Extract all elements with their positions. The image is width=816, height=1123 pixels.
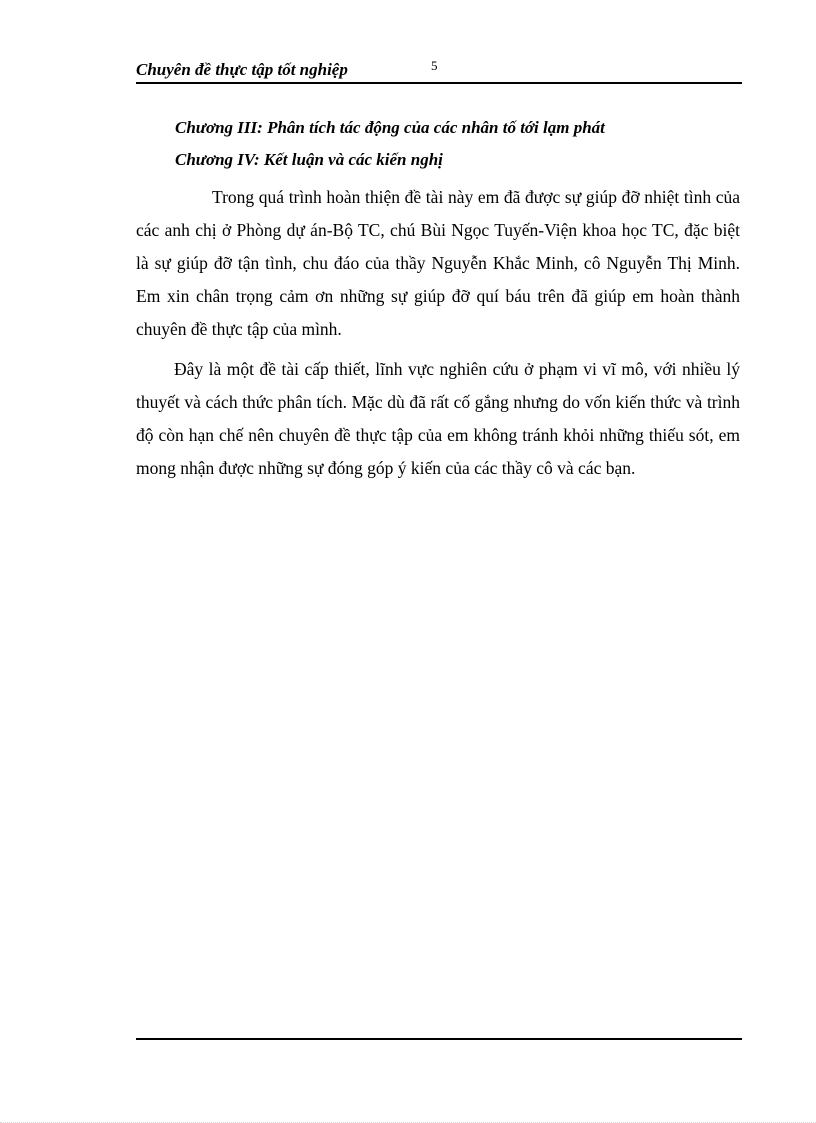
header-title: Chuyên đề thực tập tốt nghiệp bbox=[136, 60, 348, 79]
chapter-heading-4: Chương IV: Kết luận và các kiến nghị bbox=[175, 150, 443, 169]
chapter-list bbox=[175, 112, 735, 176]
header-divider bbox=[136, 82, 742, 84]
page-number: 5 bbox=[431, 58, 438, 73]
closing-paragraph: Đây là một đề tài cấp thiết, lĩnh vực nghiên cứu ở phạm vi vĩ mô, với nhiều lý thuyết và cách thức phân tích. Mặc dù đã rất cố gắng nhưng do vốn kiến thức và trình độ còn hạn chế nên chuyên đề thực tập của em không tránh khỏi những thiếu sót, em mong nhận được những sự đóng góp ý kiến của các thầy cô và các bạn. bbox=[136, 359, 740, 478]
footer-divider bbox=[136, 1038, 742, 1040]
body-text bbox=[136, 181, 740, 485]
chapter-heading-3: Chương III: Phân tích tác động của các nhân tố tới lạm phát bbox=[175, 118, 605, 137]
page-header bbox=[136, 58, 742, 82]
acknowledgement-paragraph: Trong quá trình hoàn thiện đề tài này em đã được sự giúp đỡ nhiệt tình của các anh chị ở Phòng dự án-Bộ TC, chú Bùi Ngọc Tuyến-Viện khoa học TC, đặc biệt là sự giúp đỡ tận tình, chu đáo của thầy Nguyễn Khắc Minh, cô Nguyễn Thị Minh. Em xin chân trọng cảm ơn những sự giúp đỡ quí báu trên đã giúp em hoàn thành chuyên đề thực tập của mình. bbox=[136, 187, 740, 339]
